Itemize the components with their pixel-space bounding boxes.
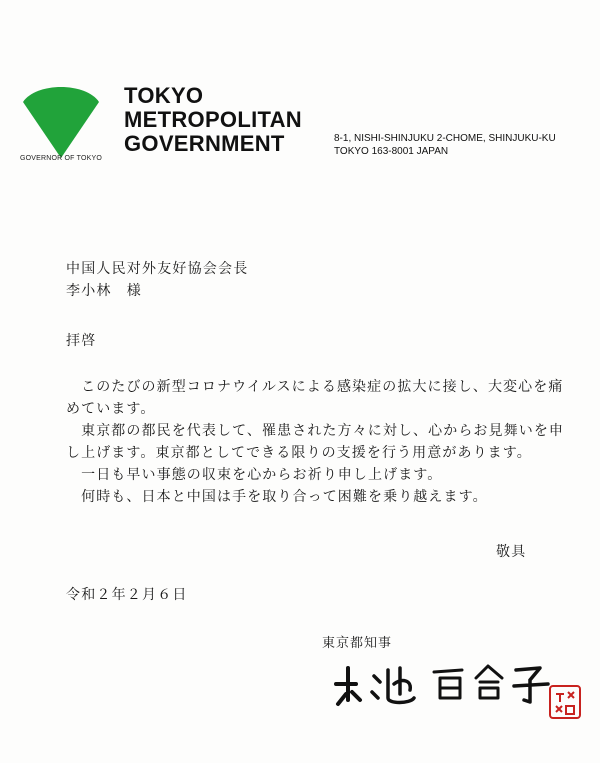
org-name-line: TOKYO [124,83,204,108]
address-block [334,132,556,158]
letter-body [66,376,565,508]
org-name-line: METROPOLITAN [124,107,302,132]
closing: 敬具 [496,544,527,560]
body-line: 何時も、日本と中国は手を取り合って困難を乗り越えます。 [66,489,488,505]
body-line: し上げます。東京都としてできる限りの支援を行う用意があります。 [66,445,532,461]
recipient-block [66,258,248,302]
org-name-line: GOVERNMENT [124,131,285,156]
address-line: TOKYO 163-8001 JAPAN [334,146,449,157]
governor-caption: GOVERNOR OF TOKYO [19,155,103,162]
body-line: 一日も早い事態の収束を心からお祈り申し上げます。 [66,467,443,483]
signer-title: 東京都知事 [322,636,393,651]
body-line: めています。 [66,401,156,417]
body-line: 東京都の都民を代表して、罹患された方々に対し、心からお見舞いを申 [66,423,565,439]
recipient-organization: 中国人民对外友好協会会長 [66,261,249,277]
handwritten-signature [330,654,556,710]
address-line: 8-1, NISHI-SHINJUKU 2-CHOME, SHINJUKU-KU [334,133,556,144]
recipient-name: 李小林 様 [66,283,142,299]
red-seal-stamp [548,684,582,720]
body-line: このたびの新型コロナウイルスによる感染症の拡大に接し、大変心を痛 [66,379,564,395]
tokyo-ginkgo-logo-icon [18,78,104,164]
letter-date: 令和２年２月６日 [66,587,188,603]
greeting: 拝啓 [66,333,97,349]
organization-name [124,84,302,156]
